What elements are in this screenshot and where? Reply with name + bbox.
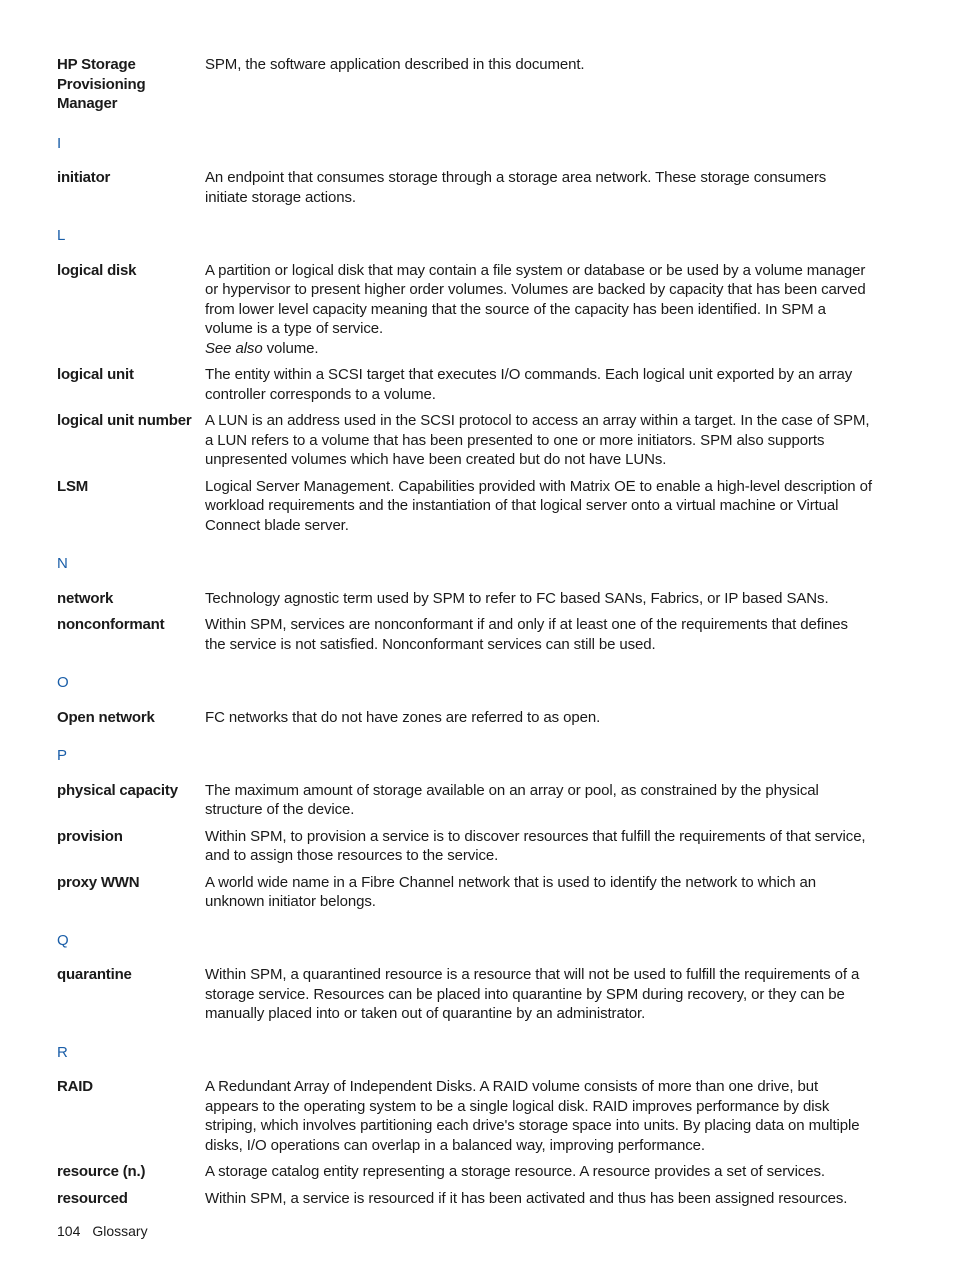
glossary-definition: A Redundant Array of Independent Disks. A RAID volume consists of more than one drive, but appears to the operating system to be a single logical disk. RAID improves performance by disk striping, which involves partitioning each drive's storage space into units. By placing data on multiple disks, I/O operations can overlap in a balanced way, improving performance.: [205, 1078, 860, 1154]
glossary-term: nonconformant: [57, 616, 165, 633]
glossary-entry: [57, 615, 872, 654]
glossary-page: [57, 55, 872, 1215]
glossary-entry: [57, 1162, 872, 1182]
glossary-entry: [57, 168, 872, 207]
glossary-term: initiator: [57, 169, 111, 186]
glossary-term: logical unit: [57, 366, 134, 383]
glossary-definition: Technology agnostic term used by SPM to refer to FC based SANs, Fabrics, or IP based SANs.: [205, 589, 829, 607]
see-also-label: See also: [205, 339, 263, 357]
glossary-entry: [57, 589, 872, 609]
glossary-definition: Logical Server Management. Capabilities provided with Matrix OE to enable a high-level description of workload requirements and the instantiation of that logical server onto a virtual machine or Virtual Connect blade server.: [205, 477, 872, 534]
page-number: 104: [57, 1223, 81, 1239]
glossary-entry: [57, 827, 872, 866]
glossary-entry: [57, 1189, 872, 1209]
glossary-entry: [57, 411, 872, 470]
glossary-definition: An endpoint that consumes storage through a storage area network. These storage consumers initiate storage actions.: [205, 169, 827, 206]
glossary-term: quarantine: [57, 966, 132, 983]
section-letter-q: Q: [57, 931, 69, 949]
glossary-definition: Within SPM, to provision a service is to discover resources that fulfill the requirements of that service, and to assign those resources to the service.: [205, 827, 866, 864]
glossary-definition: FC networks that do not have zones are referred to as open.: [205, 708, 601, 726]
glossary-term: resource (n.): [57, 1163, 146, 1180]
glossary-definition: Within SPM, services are nonconformant if and only if at least one of the requirements that defines the service is not satisfied. Nonconformant services can still be used.: [205, 616, 848, 653]
glossary-definition: Within SPM, a quarantined resource is a resource that will not be used to fulfill the requirements of a storage service. Resources can be placed into quarantine by SPM during recovery, or they can be manually placed into or taken out of quarantine by an administrator.: [205, 966, 860, 1022]
section-letter-o: O: [57, 674, 69, 691]
glossary-entry: [57, 55, 872, 114]
glossary-definition: A LUN is an address used in the SCSI protocol to access an array within a target. In the case of SPM, a LUN refers to a volume that has been presented to one or more initiators. SPM also supports unpresented volumes which have been created but do not have LUNs.: [205, 412, 870, 468]
page-footer: [57, 1222, 148, 1241]
glossary-entry: [57, 873, 872, 912]
glossary-term: resourced: [57, 1189, 128, 1207]
glossary-term: RAID: [57, 1078, 93, 1095]
glossary-entry: [57, 365, 872, 404]
glossary-term: network: [57, 589, 114, 607]
glossary-term: LSM: [57, 477, 89, 495]
footer-section-title: Glossary: [92, 1223, 148, 1239]
glossary-definition: A world wide name in a Fibre Channel network that is used to identify the network to which an unknown initiator belongs.: [205, 873, 817, 910]
section-letter-i: I: [57, 134, 62, 152]
see-also-reference: [205, 339, 872, 359]
definition-text: A partition or logical disk that may contain a file system or database or be used by a volume manager or hypervisor to present higher order volumes. Volumes are backed by capacity that has been carved from lower level capacity meaning that the source of the capacity has been identified. In SPM a volume is a type of service.: [205, 261, 866, 337]
glossary-term: logical unit number: [57, 412, 192, 429]
glossary-definition: SPM, the software application described in this document.: [205, 56, 585, 73]
glossary-entry: [57, 708, 872, 728]
glossary-definition: A storage catalog entity representing a storage resource. A resource provides a set of services.: [205, 1163, 825, 1180]
glossary-definition: [205, 261, 872, 359]
glossary-definition: Within SPM, a service is resourced if it has been activated and thus has been assigned resources.: [205, 1189, 848, 1207]
glossary-entry: [57, 261, 872, 359]
glossary-term: provision: [57, 827, 123, 845]
glossary-term: HP Storage Provisioning Manager: [57, 56, 146, 112]
glossary-definition: The maximum amount of storage available on an array or pool, as constrained by the physical structure of the device.: [205, 781, 819, 818]
glossary-entry: [57, 1077, 872, 1155]
glossary-definition: The entity within a SCSI target that executes I/O commands. Each logical unit exported by an array controller corresponds to a volume.: [205, 366, 853, 403]
see-also-target: volume.: [262, 339, 319, 357]
section-letter-r: R: [57, 1043, 68, 1061]
section-letter-p: P: [57, 747, 68, 764]
glossary-entry: [57, 965, 872, 1024]
glossary-term: physical capacity: [57, 781, 178, 799]
glossary-term: proxy WWN: [57, 873, 140, 891]
section-letter-l: L: [57, 227, 66, 244]
glossary-term: Open network: [57, 708, 155, 726]
glossary-term: logical disk: [57, 261, 137, 279]
glossary-entry: [57, 477, 872, 536]
section-letter-n: N: [57, 555, 68, 572]
glossary-entry: [57, 781, 872, 820]
